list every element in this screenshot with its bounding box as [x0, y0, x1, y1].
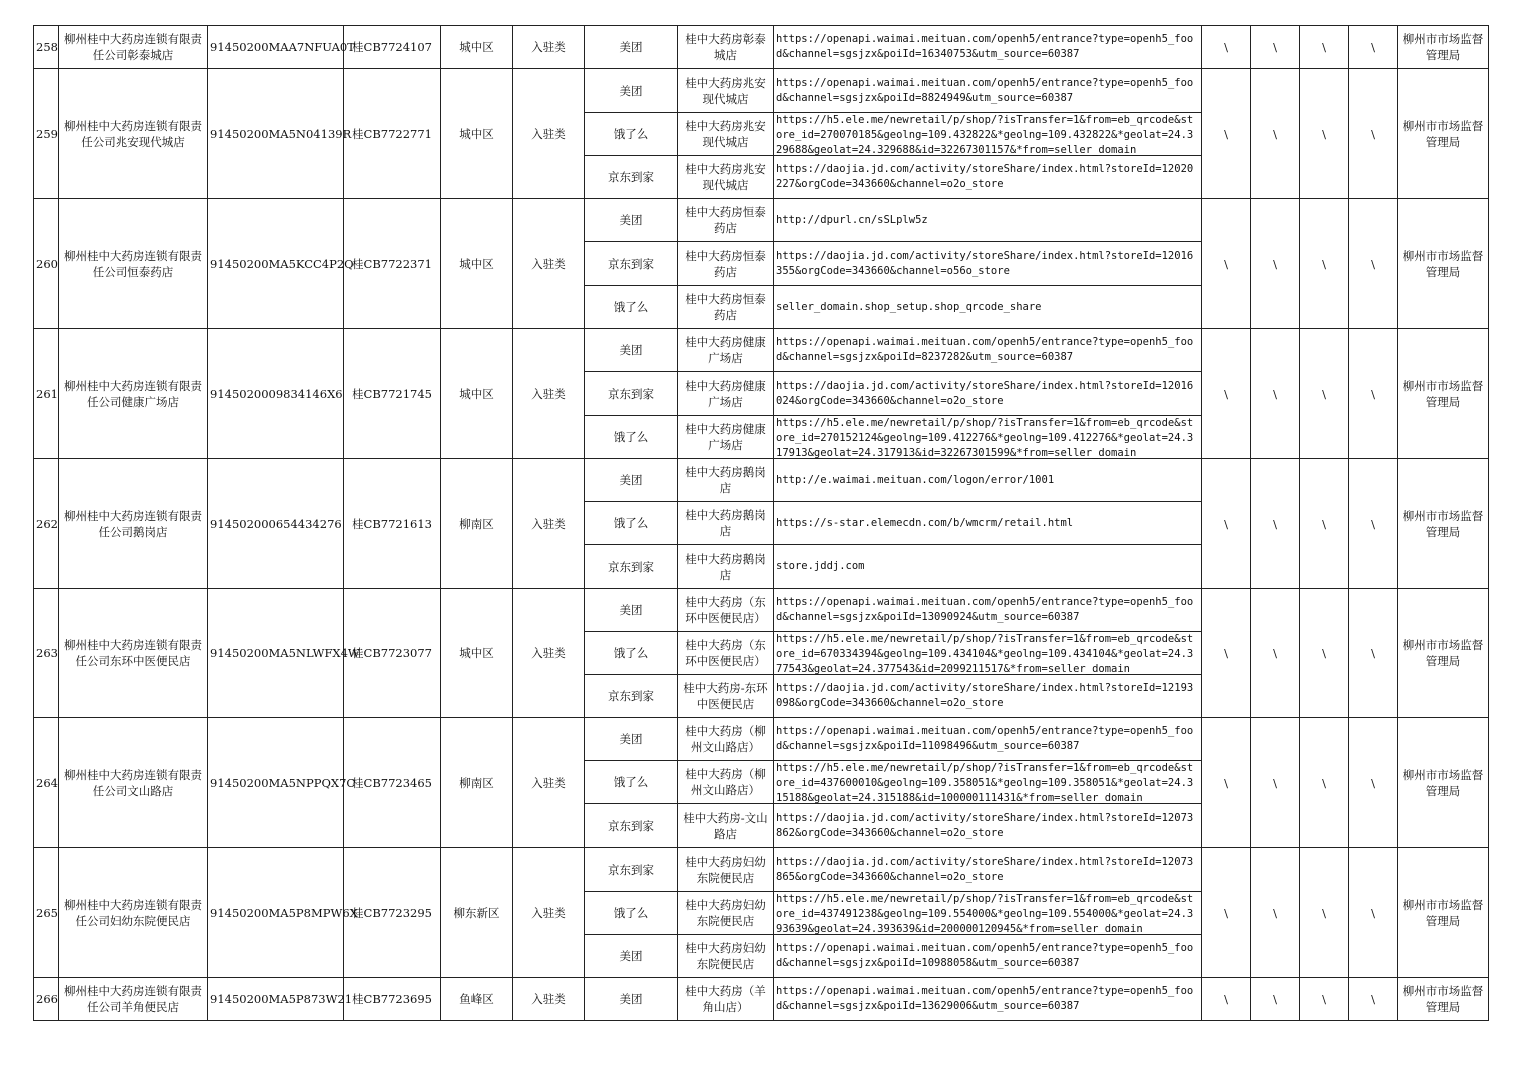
- blank-cell-1: \: [1202, 26, 1251, 69]
- blank-cell-4: \: [1349, 718, 1398, 848]
- table-row: [34, 718, 1489, 761]
- license-number-cell: 桂CB7723295: [344, 848, 441, 978]
- platform-cell: 京东到家: [585, 804, 678, 848]
- blank-cell-3: \: [1300, 459, 1349, 589]
- platform-cell: 美团: [585, 978, 678, 1021]
- credit-code-cell: 914502000654434276: [208, 459, 344, 589]
- district-cell: 城中区: [441, 589, 513, 718]
- credit-code-cell: 91450200MA5NPPQX7C: [208, 718, 344, 848]
- row-number-cell: 263: [34, 589, 59, 718]
- platform-cell: 美团: [585, 459, 678, 502]
- store-url-text: https://openapi.waimai.meituan.com/openh5/entrance?type=openh5_food&channel=sgsjzx&poiId=11098496&utm_source=60387: [776, 725, 1194, 752]
- authority-cell: 柳州市市场监督管理局: [1398, 69, 1489, 199]
- blank-cell-1: \: [1202, 69, 1251, 199]
- blank-cell-3: \: [1300, 329, 1349, 459]
- platform-cell: 美团: [585, 199, 678, 242]
- district-cell: 城中区: [441, 329, 513, 459]
- store-url-cell: [774, 113, 1202, 156]
- platform-cell: 饿了么: [585, 892, 678, 935]
- platform-cell: 京东到家: [585, 242, 678, 286]
- authority-cell: 柳州市市场监督管理局: [1398, 26, 1489, 69]
- blank-cell-4: \: [1349, 69, 1398, 199]
- blank-cell-4: \: [1349, 329, 1398, 459]
- platform-cell: 饿了么: [585, 286, 678, 329]
- authority-cell: 柳州市市场监督管理局: [1398, 459, 1489, 589]
- store-url-text: https://h5.ele.me/newretail/p/shop/?isTransfer=1&from=eb_qrcode&store_id=270152124&geolng=109.412276&*geolng=109.412276&*geolat=24.317913&geolat=24.317913&id=32267301599&*from=seller_domain: [776, 417, 1194, 459]
- blank-cell-3: \: [1300, 26, 1349, 69]
- platform-cell: 美团: [585, 589, 678, 632]
- store-url-cell: [774, 242, 1202, 286]
- store-url-text: https://openapi.waimai.meituan.com/openh5/entrance?type=openh5_food&channel=sgsjzx&poiId=13090924&utm_source=60387: [776, 596, 1194, 623]
- row-number-cell: 266: [34, 978, 59, 1021]
- store-url-text: https://daojia.jd.com/activity/storeShare/index.html?storeId=12016024&orgCode=343660&channel=o2o_store: [776, 379, 1194, 407]
- blank-cell-2: \: [1251, 199, 1300, 329]
- shop-name-cell: 桂中大药房鹅岗店: [678, 502, 774, 545]
- blank-cell-3: \: [1300, 978, 1349, 1021]
- store-url-cell: [774, 69, 1202, 113]
- store-url-text: https://daojia.jd.com/activity/storeShare/index.html?storeId=12073862&orgCode=343660&channel=o2o_store: [776, 811, 1194, 839]
- authority-cell: 柳州市市场监督管理局: [1398, 718, 1489, 848]
- license-number-cell: 桂CB7723077: [344, 589, 441, 718]
- company-name-cell: 柳州桂中大药房连锁有限责任公司妇幼东院便民店: [59, 848, 208, 978]
- store-url-text: https://h5.ele.me/newretail/p/shop/?isTransfer=1&from=eb_qrcode&store_id=437491238&geolng=109.554000&*geolng=109.554000&*geolat=24.393639&geolat=24.393639&id=200000120945&*from=seller_domain: [776, 893, 1194, 935]
- shop-name-cell: 桂中大药房（柳州文山路店）: [678, 761, 774, 804]
- store-url-text: https://daojia.jd.com/activity/storeShare/index.html?storeId=12020227&orgCode=343660&channel=o2o_store: [776, 163, 1194, 190]
- blank-cell-4: \: [1349, 848, 1398, 978]
- company-name-cell: 柳州桂中大药房连锁有限责任公司鹅岗店: [59, 459, 208, 589]
- shop-name-cell: 桂中大药房鹅岗店: [678, 459, 774, 502]
- credit-code-cell: 91450200MA5KCC4P2Q: [208, 199, 344, 329]
- blank-cell-1: \: [1202, 199, 1251, 329]
- blank-cell-2: \: [1251, 329, 1300, 459]
- platform-cell: 饿了么: [585, 632, 678, 675]
- blank-cell-1: \: [1202, 978, 1251, 1021]
- shop-name-cell: 桂中大药房健康广场店: [678, 329, 774, 372]
- credit-code-cell: 91450200MA5P8MPW6X: [208, 848, 344, 978]
- table-row: [34, 848, 1489, 892]
- store-url-text: https://h5.ele.me/newretail/p/shop/?isTransfer=1&from=eb_qrcode&store_id=670334394&geolng=109.434104&*geolng=109.434104&*geolat=24.377543&geolat=24.377543&id=2099211517&*from=seller_domain: [776, 633, 1194, 675]
- row-number-cell: 258: [34, 26, 59, 69]
- store-url-text: http://dpurl.cn/sSLplw5z: [776, 213, 928, 226]
- shop-name-cell: 桂中大药房妇幼东院便民店: [678, 935, 774, 978]
- platform-cell: 京东到家: [585, 372, 678, 416]
- type-cell: 入驻类: [513, 978, 585, 1021]
- district-cell: 城中区: [441, 199, 513, 329]
- shop-name-cell: 桂中大药房妇幼东院便民店: [678, 892, 774, 935]
- type-cell: 入驻类: [513, 718, 585, 848]
- store-url-text: https://daojia.jd.com/activity/storeShare/index.html?storeId=12193098&orgCode=343660&channel=o2o_store: [776, 682, 1194, 709]
- row-number-cell: 264: [34, 718, 59, 848]
- license-number-cell: 桂CB7723465: [344, 718, 441, 848]
- store-url-cell: [774, 632, 1202, 675]
- blank-cell-4: \: [1349, 459, 1398, 589]
- store-url-cell: [774, 372, 1202, 416]
- type-cell: 入驻类: [513, 848, 585, 978]
- platform-cell: 饿了么: [585, 113, 678, 156]
- district-cell: 城中区: [441, 69, 513, 199]
- store-url-cell: [774, 718, 1202, 761]
- company-name-cell: 柳州桂中大药房连锁有限责任公司健康广场店: [59, 329, 208, 459]
- blank-cell-1: \: [1202, 459, 1251, 589]
- store-url-text: https://openapi.waimai.meituan.com/openh5/entrance?type=openh5_food&channel=sgsjzx&poiId=16340753&utm_source=60387: [776, 33, 1194, 60]
- blank-cell-2: \: [1251, 589, 1300, 718]
- authority-cell: 柳州市市场监督管理局: [1398, 329, 1489, 459]
- store-url-text: https://h5.ele.me/newretail/p/shop/?isTransfer=1&from=eb_qrcode&store_id=437600010&geolng=109.358051&*geolng=109.358051&*geolat=24.315188&geolat=24.315188&id=100000111431&*from=seller_domain: [776, 762, 1194, 804]
- shop-name-cell: 桂中大药房兆安现代城店: [678, 156, 774, 199]
- district-cell: 柳南区: [441, 718, 513, 848]
- store-url-cell: [774, 589, 1202, 632]
- table-row: [34, 589, 1489, 632]
- shop-name-cell: 桂中大药房鹅岗店: [678, 545, 774, 589]
- credit-code-cell: 91450200MA5NLWFX4W: [208, 589, 344, 718]
- store-url-cell: [774, 26, 1202, 69]
- platform-cell: 美团: [585, 26, 678, 69]
- store-url-cell: [774, 892, 1202, 935]
- store-url-text: store.jddj.com: [776, 560, 865, 572]
- credit-code-cell: 91450200MAA7NFUA0T: [208, 26, 344, 69]
- shop-name-cell: 桂中大药房健康广场店: [678, 372, 774, 416]
- platform-cell: 京东到家: [585, 545, 678, 589]
- shop-name-cell: 桂中大药房恒泰药店: [678, 242, 774, 286]
- table-row: [34, 459, 1489, 502]
- blank-cell-4: \: [1349, 26, 1398, 69]
- type-cell: 入驻类: [513, 26, 585, 69]
- blank-cell-2: \: [1251, 459, 1300, 589]
- store-url-text: seller_domain.shop_setup.shop_qrcode_share: [776, 300, 1042, 313]
- blank-cell-4: \: [1349, 199, 1398, 329]
- store-url-text: http://e.waimai.meituan.com/logon/error/1001: [776, 473, 1055, 486]
- store-url-cell: [774, 761, 1202, 804]
- shop-name-cell: 桂中大药房妇幼东院便民店: [678, 848, 774, 892]
- blank-cell-1: \: [1202, 848, 1251, 978]
- row-number-cell: 260: [34, 199, 59, 329]
- table-row: [34, 329, 1489, 372]
- platform-cell: 饿了么: [585, 761, 678, 804]
- platform-cell: 饿了么: [585, 502, 678, 545]
- blank-cell-2: \: [1251, 848, 1300, 978]
- district-cell: 城中区: [441, 26, 513, 69]
- store-url-text: https://openapi.waimai.meituan.com/openh5/entrance?type=openh5_food&channel=sgsjzx&poiId=8237282&utm_source=60387: [776, 336, 1194, 363]
- type-cell: 入驻类: [513, 199, 585, 329]
- store-url-text: https://openapi.waimai.meituan.com/openh5/entrance?type=openh5_food&channel=sgsjzx&poiId=10988058&utm_source=60387: [776, 942, 1194, 969]
- shop-name-cell: 桂中大药房-文山路店: [678, 804, 774, 848]
- authority-cell: 柳州市市场监督管理局: [1398, 848, 1489, 978]
- type-cell: 入驻类: [513, 69, 585, 199]
- shop-name-cell: 桂中大药房（柳州文山路店）: [678, 718, 774, 761]
- blank-cell-3: \: [1300, 589, 1349, 718]
- credit-code-cell: 9145020009834146X6: [208, 329, 344, 459]
- license-number-cell: 桂CB7721745: [344, 329, 441, 459]
- type-cell: 入驻类: [513, 459, 585, 589]
- license-number-cell: 桂CB7724107: [344, 26, 441, 69]
- store-url-cell: [774, 675, 1202, 718]
- table-row: [34, 26, 1489, 69]
- shop-name-cell: 桂中大药房恒泰药店: [678, 286, 774, 329]
- store-url-text: https://daojia.jd.com/activity/storeShare/index.html?storeId=12016355&orgCode=343660&channel=o56o_store: [776, 249, 1194, 277]
- blank-cell-2: \: [1251, 26, 1300, 69]
- shop-name-cell: 桂中大药房（东环中医便民店）: [678, 589, 774, 632]
- store-url-cell: [774, 545, 1202, 589]
- store-url-cell: [774, 935, 1202, 978]
- store-url-text: https://s-star.elemecdn.com/b/wmcrm/retail.html: [776, 516, 1074, 529]
- credit-code-cell: 91450200MA5N04139R: [208, 69, 344, 199]
- blank-cell-4: \: [1349, 978, 1398, 1021]
- shop-name-cell: 桂中大药房（羊角山店）: [678, 978, 774, 1021]
- license-number-cell: 桂CB7721613: [344, 459, 441, 589]
- records-table: [33, 25, 1489, 1021]
- store-url-cell: [774, 459, 1202, 502]
- table-row: [34, 69, 1489, 113]
- table-row: [34, 978, 1489, 1021]
- blank-cell-1: \: [1202, 329, 1251, 459]
- company-name-cell: 柳州桂中大药房连锁有限责任公司兆安现代城店: [59, 69, 208, 199]
- blank-cell-3: \: [1300, 69, 1349, 199]
- blank-cell-2: \: [1251, 718, 1300, 848]
- store-url-cell: [774, 286, 1202, 329]
- district-cell: 鱼峰区: [441, 978, 513, 1021]
- row-number-cell: 259: [34, 69, 59, 199]
- company-name-cell: 柳州桂中大药房连锁有限责任公司恒泰药店: [59, 199, 208, 329]
- license-number-cell: 桂CB7722771: [344, 69, 441, 199]
- store-url-cell: [774, 416, 1202, 459]
- authority-cell: 柳州市市场监督管理局: [1398, 589, 1489, 718]
- platform-cell: 京东到家: [585, 675, 678, 718]
- store-url-text: https://h5.ele.me/newretail/p/shop/?isTransfer=1&from=eb_qrcode&store_id=270070185&geolng=109.432822&*geolng=109.432822&*geolat=24.329688&geolat=24.329688&id=32267301157&*from=seller_domain: [776, 114, 1194, 156]
- store-url-text: https://openapi.waimai.meituan.com/openh5/entrance?type=openh5_food&channel=sgsjzx&poiId=13629006&utm_source=60387: [776, 985, 1194, 1012]
- store-url-cell: [774, 804, 1202, 848]
- store-url-cell: [774, 156, 1202, 199]
- shop-name-cell: 桂中大药房恒泰药店: [678, 199, 774, 242]
- shop-name-cell: 桂中大药房健康广场店: [678, 416, 774, 459]
- company-name-cell: 柳州桂中大药房连锁有限责任公司羊角便民店: [59, 978, 208, 1021]
- credit-code-cell: 91450200MA5P873W21: [208, 978, 344, 1021]
- store-url-text: https://daojia.jd.com/activity/storeShare/index.html?storeId=12073865&orgCode=343660&channel=o2o_store: [776, 855, 1194, 883]
- store-url-cell: [774, 502, 1202, 545]
- blank-cell-1: \: [1202, 589, 1251, 718]
- blank-cell-3: \: [1300, 718, 1349, 848]
- company-name-cell: 柳州桂中大药房连锁有限责任公司彰泰城店: [59, 26, 208, 69]
- type-cell: 入驻类: [513, 329, 585, 459]
- license-number-cell: 桂CB7722371: [344, 199, 441, 329]
- platform-cell: 美团: [585, 329, 678, 372]
- shop-name-cell: 桂中大药房-东环中医便民店: [678, 675, 774, 718]
- shop-name-cell: 桂中大药房（东环中医便民店）: [678, 632, 774, 675]
- platform-cell: 京东到家: [585, 156, 678, 199]
- row-number-cell: 265: [34, 848, 59, 978]
- store-url-cell: [774, 978, 1202, 1021]
- company-name-cell: 柳州桂中大药房连锁有限责任公司东环中医便民店: [59, 589, 208, 718]
- company-name-cell: 柳州桂中大药房连锁有限责任公司文山路店: [59, 718, 208, 848]
- store-url-text: https://openapi.waimai.meituan.com/openh5/entrance?type=openh5_food&channel=sgsjzx&poiId=8824949&utm_source=60387: [776, 76, 1194, 104]
- blank-cell-2: \: [1251, 978, 1300, 1021]
- license-number-cell: 桂CB7723695: [344, 978, 441, 1021]
- store-url-cell: [774, 199, 1202, 242]
- platform-cell: 美团: [585, 718, 678, 761]
- blank-cell-4: \: [1349, 589, 1398, 718]
- type-cell: 入驻类: [513, 589, 585, 718]
- blank-cell-1: \: [1202, 718, 1251, 848]
- store-url-cell: [774, 329, 1202, 372]
- blank-cell-2: \: [1251, 69, 1300, 199]
- records-body: [34, 26, 1489, 1021]
- blank-cell-3: \: [1300, 848, 1349, 978]
- table-row: [34, 199, 1489, 242]
- platform-cell: 美团: [585, 935, 678, 978]
- authority-cell: 柳州市市场监督管理局: [1398, 199, 1489, 329]
- authority-cell: 柳州市市场监督管理局: [1398, 978, 1489, 1021]
- platform-cell: 京东到家: [585, 848, 678, 892]
- row-number-cell: 262: [34, 459, 59, 589]
- district-cell: 柳东新区: [441, 848, 513, 978]
- platform-cell: 饿了么: [585, 416, 678, 459]
- district-cell: 柳南区: [441, 459, 513, 589]
- store-url-cell: [774, 848, 1202, 892]
- shop-name-cell: 桂中大药房兆安现代城店: [678, 113, 774, 156]
- blank-cell-3: \: [1300, 199, 1349, 329]
- shop-name-cell: 桂中大药房兆安现代城店: [678, 69, 774, 113]
- platform-cell: 美团: [585, 69, 678, 113]
- shop-name-cell: 桂中大药房彰泰城店: [678, 26, 774, 69]
- row-number-cell: 261: [34, 329, 59, 459]
